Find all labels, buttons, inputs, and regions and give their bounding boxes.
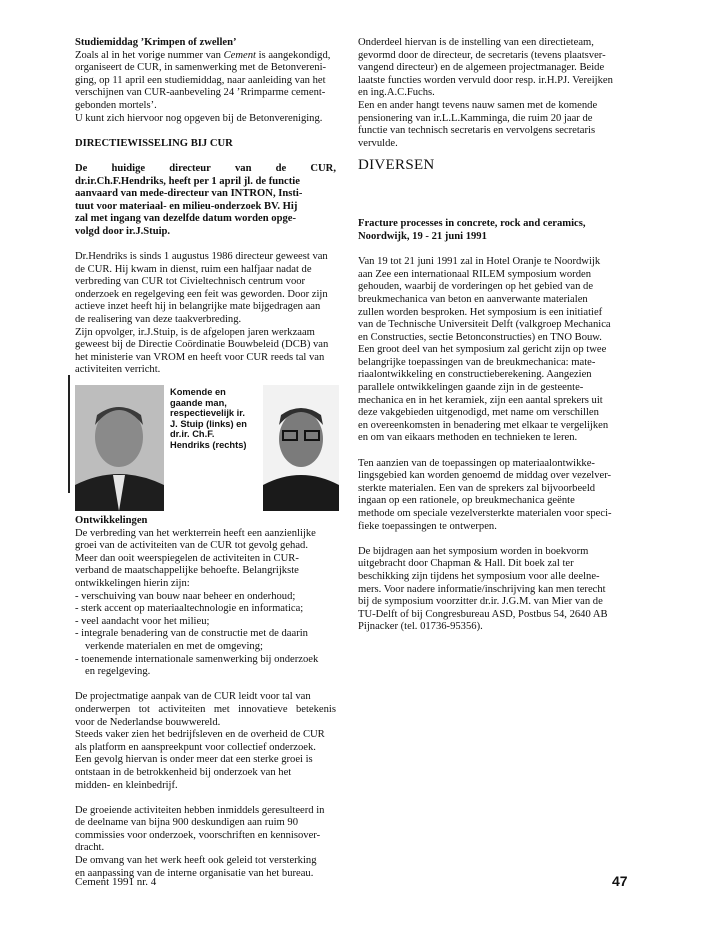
text-line: pensionering van ir.L.L.Kamminga, die ruim 20 jaar de	[358, 112, 593, 124]
text-line: Een en ander hangt tevens nauw samen met de komende	[358, 99, 598, 111]
text-line: aanvaard van mede-directeur van INTRON, Insti-	[75, 188, 303, 200]
list-item: - toenemende internationale samenwerking bij onderzoek	[75, 653, 319, 665]
text-line: zal met ingang van dezelfde datum worden opge-	[75, 213, 296, 225]
text-line: volgd door ir.J.Stuip.	[75, 225, 171, 237]
text-line: is aangekondigd,	[255, 49, 331, 61]
photo-caption	[170, 387, 260, 451]
text-line: De projectmatige aanpak van de CUR leidt voor tal van	[75, 691, 311, 703]
text-line: De bijdragen aan het symposium worden in boekvorm	[358, 545, 589, 557]
text-line: verbreding van CUR tot Civieltechnisch centrum voor	[75, 276, 306, 288]
text-line: vervulde.	[358, 137, 398, 149]
text-line: beschikking zijn tijdens het symposium voor alle deelne-	[358, 570, 600, 582]
list-item: - integrale benadering van de constructie met de daarin	[75, 628, 308, 640]
text-line: activiteiten verricht.	[75, 364, 161, 376]
text-line: Meer dan ooit weerspiegelen de activiteiten in CUR-	[75, 552, 299, 564]
text-line: fieke toepassingen te ontwerpen.	[358, 520, 497, 532]
text-line: organiseert de CUR, in samenwerking met de Betonvereni-	[75, 62, 327, 74]
text-line: bij de symposium voorzitter dr.ir. J.G.M. van Mier van de	[358, 596, 603, 608]
caption-line: Hendriks (rechts)	[170, 440, 247, 450]
text-line: de CUR. Hij kwam in dienst, ruim een halfjaar nadat de	[75, 263, 312, 275]
text-line: De groeiende activiteiten hebben inmiddels geresulteerd in	[75, 804, 325, 816]
intro-bold-paragraph	[75, 163, 336, 239]
text-line: verband de maatschappelijke behoefte. Belangrijkste	[75, 565, 299, 577]
text-line: dr.ir.Ch.F.Hendriks, heeft per 1 april jl. de functie	[75, 175, 300, 187]
text-line: tuut voor materiaal- en milieu-onderzoek BV. Hij	[75, 200, 298, 212]
heading-studiemiddag: Studiemiddag ’Krimpen of zwellen’	[75, 37, 237, 48]
text-line: voor de Nederlandse bouwwereld.	[75, 716, 221, 728]
text-line: het ministerie van VROM en heeft voor CUR reeds tal van	[75, 351, 325, 363]
section-title-diversen: DIVERSEN	[358, 157, 435, 174]
caption-line: J. Stuip (links) en	[170, 418, 247, 429]
text-line: riaalontwikkeling en constructieberekening. Aangezien	[358, 369, 592, 381]
caption-line: gaande man,	[170, 397, 227, 408]
text-line: actieve inzet heeft hij in belangrijke mate bijgedragen aan	[75, 301, 321, 313]
text-line: deze vakgebieden uitgenodigd, met name om verschillen	[358, 407, 599, 419]
justified-line: onderwerpen tot activiteiten met innovatieve betekenis	[75, 703, 336, 715]
text-line: groei van de activiteiten van de CUR tot gevolg gehad.	[75, 540, 308, 552]
text-line: mers. Voor nadere informatie/inschrijving kan men terecht	[358, 583, 606, 595]
text-line: ontwikkelingen hierin zijn:	[75, 578, 190, 589]
text-line: De omvang van het werk heeft ook geleid tot versterking	[75, 855, 317, 867]
text-line: Dr.Hendriks is sinds 1 augustus 1986 directeur geweest van	[75, 251, 328, 263]
heading-directiewisseling: DIRECTIEWISSELING BIJ CUR	[75, 137, 233, 149]
text-line: verschijnen van CUR-aanbeveling 24 ’Rrimparme cement-	[75, 87, 326, 99]
text-line: vangend directeur) en de algemeen projectmanager. Beide	[358, 62, 605, 74]
text-line: geweest bij de Directie Coördinatie Bouwbeleid (DCB) van	[75, 339, 329, 351]
paragraph-ontwikkelingen	[75, 528, 336, 591]
text-line: Fracture processes in concrete, rock and ceramics,	[358, 218, 586, 230]
italic-journal-name: Cement	[223, 49, 256, 61]
text-line: de deelname van bijna 900 deskundigen aan ruim 90	[75, 817, 298, 829]
text-line: ingaan op een rationele, op breukmechanica geënte	[358, 495, 575, 507]
text-line: Een gevolg hiervan is onder meer dat een sterke groei is	[75, 754, 313, 766]
text-line: ontstaan in de betrokkenheid bij onderzoek van het	[75, 766, 292, 778]
text-line: en overeenkomsten in benadering met elkaar te vergelijken	[358, 419, 609, 431]
text-line: van de Technische Universiteit Delft (valkgroep Mechanica	[358, 319, 611, 331]
text-line: Zijn opvolger, ir.J.Stuip, is de afgelopen jaren werkzaam	[75, 326, 315, 338]
text-line: en ing.A.C.Fuchs.	[358, 87, 435, 99]
paragraph-toepassingen	[358, 458, 626, 534]
text-line: belangrijke toepassingen van de breukmechanica: mate-	[358, 356, 596, 368]
text-line: U kunt zich hiervoor nog opgeven bij de Betonvereniging.	[75, 112, 323, 124]
text-line: Van 19 tot 21 juni 1991 zal in Hotel Oranje te Noordwijk	[358, 256, 601, 268]
text-line: lingsgebied kan worden genoemd de middag over vezelver-	[358, 470, 612, 482]
text-line: zullen worden besproken. Het symposium is een initiatief	[358, 306, 603, 318]
right-column	[358, 37, 626, 634]
text-line: uitgebracht door Chapman & Hall. Dit boek zal ter	[358, 558, 574, 570]
list-item-continuation: en regelgeving.	[85, 666, 151, 678]
footer-journal-issue: Cement 1991 nr. 4	[75, 876, 157, 888]
page-number: 47	[612, 873, 628, 889]
paragraph-hendriks	[75, 251, 336, 377]
text-line: functie van technisch secretaris en vervolgens secretaris	[358, 125, 596, 137]
portrait-photo-stuip	[75, 385, 164, 511]
caption-line: dr.ir. Ch.F.	[170, 429, 215, 440]
text-line: aan Zee een internationaal RILEM symposium worden	[358, 268, 591, 280]
list-item-continuation: verkende materialen en met de omgeving;	[85, 640, 263, 652]
text-line: onderzoek en regelgeving een feit was geworden. Door zijn	[75, 288, 328, 300]
text-line: mechanica en in het keramiek, zijn een aantal sprekers uit	[358, 394, 603, 406]
text-line: TU-Delft of bij Congresbureau ASD, Postbus 54, 2640 AB	[358, 608, 608, 620]
paragraph-studiemiddag	[75, 50, 336, 126]
text-line: midden- en kleinbedrijf.	[75, 779, 178, 791]
list-item: - sterk accent op materiaaltechnologie en informatica;	[75, 603, 304, 615]
text-line: sterkte materialen. Een van de sprekers zal bijvoorbeeld	[358, 482, 596, 494]
text-line: parallele ontwikkelingen gaande zijn in de gesteente-	[358, 382, 584, 394]
text-line: gevormd door de directeur, de secretaris (tevens plaatsver-	[358, 49, 606, 61]
list-item: - verschuiving van bouw naar beheer en onderhoud;	[75, 590, 296, 602]
heading-fracture-processes	[358, 218, 626, 243]
text-line: ging, op 11 april een studiemiddag, naar aanleiding van het	[75, 74, 326, 86]
heading-ontwikkelingen: Ontwikkelingen	[75, 515, 148, 527]
text-line: en Constructies, sectie Betonconstructies) en TNO Bouw.	[358, 331, 602, 343]
photo-block	[75, 385, 336, 511]
text-line: De verbreding van het werkterrein heeft een aanzienlijke	[75, 527, 316, 539]
text-line: dracht.	[75, 842, 105, 854]
left-column	[75, 37, 336, 880]
text-line: commissies voor onderzoek, voorschriften en kennisover-	[75, 829, 321, 841]
text-line: breukmechanica van beton en aanverwante materialen	[358, 293, 588, 305]
text-line: Een groot deel van het symposium zal gericht zijn op twee	[358, 344, 607, 356]
text-line: Pijnacker (tel. 01736-95356).	[358, 621, 483, 633]
margin-rule	[68, 375, 70, 493]
text-line: als platform en aanspreekpunt voor collectief onderzoek.	[75, 741, 316, 753]
list-item: - veel aandacht voor het milieu;	[75, 615, 210, 627]
text-line: de realisering van deze taakverbreding.	[75, 314, 242, 326]
text-line: gebonden mortels’.	[75, 99, 157, 111]
text-line: gehouden, waarbij de vorderingen op het gebied van de	[358, 281, 594, 293]
developments-list	[75, 591, 336, 679]
text-line: Zoals al in het vorige nummer van	[75, 49, 224, 61]
paragraph-symposium	[358, 256, 626, 445]
text-line: en aanpassing van de interne organisatie van het bureau.	[75, 867, 314, 879]
paragraph-projectmatig	[75, 691, 336, 792]
text-line: Onderdeel hiervan is de instelling van een directieteam,	[358, 37, 594, 48]
text-line: Steeds vaker zien het bedrijfsleven en de overheid de CUR	[75, 729, 325, 741]
text-line: methode om speciale vezelversterkte materialen voor speci-	[358, 508, 612, 519]
caption-line: respectievelijk ir.	[170, 408, 245, 419]
paragraph-bijdragen	[358, 546, 626, 634]
paragraph-groei	[75, 805, 336, 881]
portrait-photo-hendriks	[263, 385, 339, 511]
caption-line: Komende en	[170, 387, 226, 398]
text-line: Noordwijk, 19 - 21 juni 1991	[358, 230, 487, 242]
justified-line: De huidige directeur van de CUR,	[75, 162, 336, 174]
text-line: en om van eikaars methoden en technieken te leren.	[358, 432, 578, 444]
paragraph-directieteam	[358, 37, 626, 150]
text-line: Ten aanzien van de toepassingen op materiaalontwikke-	[358, 457, 595, 469]
text-line: laatste functies worden vervuld door resp. ir.H.PJ. Vereijken	[358, 74, 613, 86]
